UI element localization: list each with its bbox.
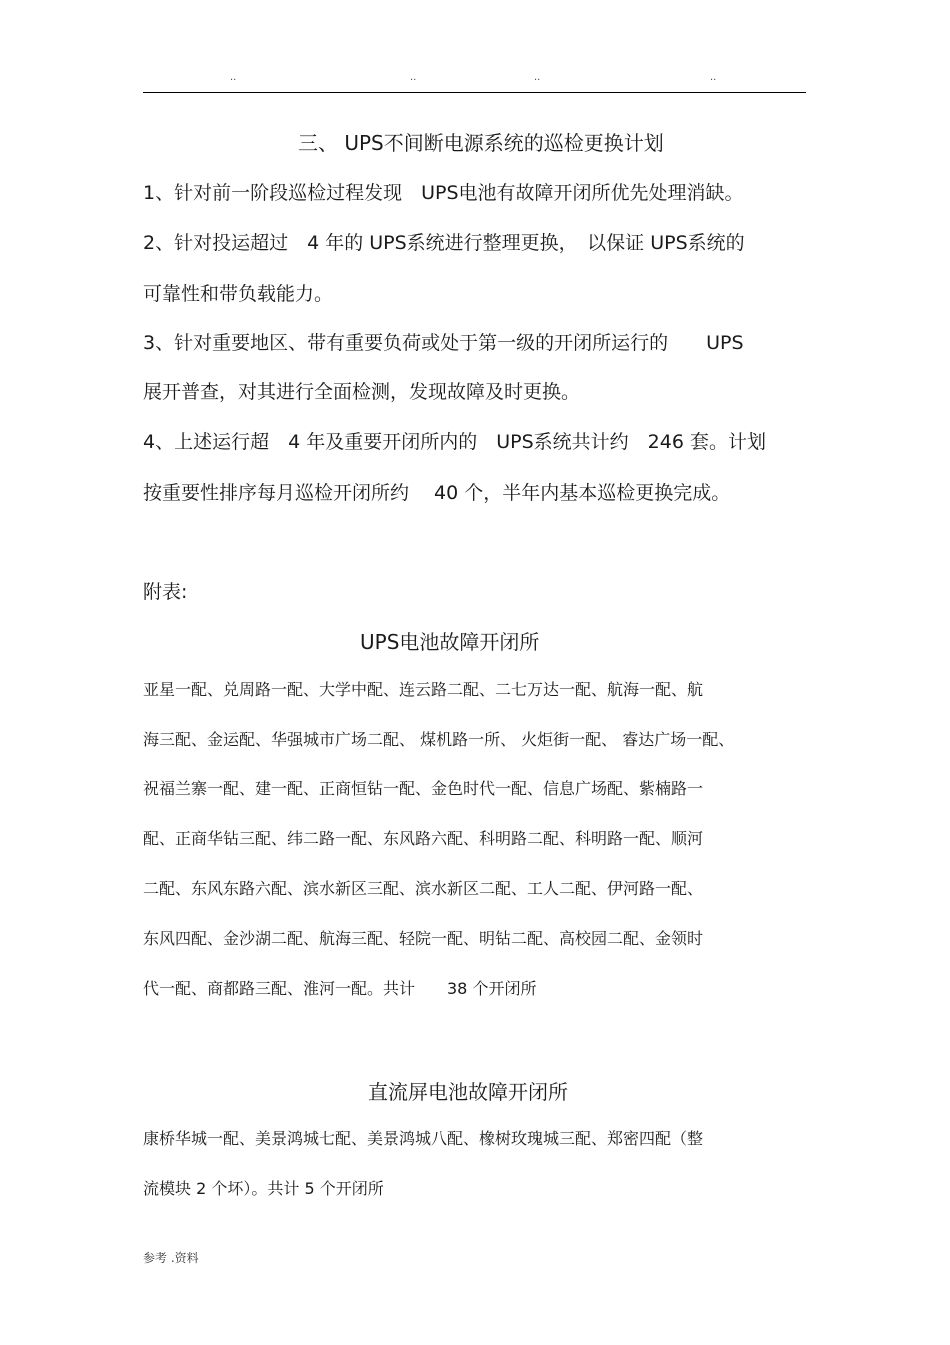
header-dot-2: .. [410, 72, 417, 83]
paragraph-4-line-2: 按重要性排序每月巡检开闭所约 40 个，半年内基本巡检更换完成。 [143, 482, 731, 504]
header-dot-4: .. [710, 72, 717, 83]
table1-line: 东风四配、金沙湖二配、航海三配、轻院一配、明钻二配、高校园二配、金领时 [143, 929, 704, 948]
header-dot-1: .. [230, 72, 237, 83]
header-dot-3: .. [534, 72, 541, 83]
table2-line: 流模块 2 个坏）。共计 5 个开闭所 [143, 1179, 384, 1198]
paragraph-1: 1、针对前一阶段巡检过程发现 UPS电池有故障开闭所优先处理消缺。 [143, 182, 744, 204]
paragraph-3-line-2: 展开普查，对其进行全面检测，发现故障及时更换。 [143, 381, 581, 403]
table1-line: 配、正商华钻三配、纬二路一配、东风路六配、科明路二配、科明路一配、顺河 [143, 829, 704, 848]
section-title: 三、 UPS不间断电源系统的巡检更换计划 [298, 131, 664, 155]
paragraph-2-line-2: 可靠性和带负载能力。 [143, 283, 334, 305]
table1-line: 亚星一配、兑周路一配、大学中配、连云路二配、二七万达一配、航海一配、航 [143, 680, 704, 699]
page-footer: 参考 .资料 [143, 1251, 199, 1265]
paragraph-2-line-1: 2、针对投运超过 4 年的 UPS系统进行整理更换， 以保证 UPS系统的 [143, 232, 745, 254]
paragraph-4-line-1: 4、上述运行超 4 年及重要开闭所内的 UPS系统共计约 246 套。计划 [143, 431, 766, 453]
table2-title: 直流屏电池故障开闭所 [368, 1080, 568, 1104]
table1-title: UPS电池故障开闭所 [360, 630, 540, 654]
page-header [143, 72, 806, 93]
table2-line: 康桥华城一配、美景鸿城七配、美景鸿城八配、橡树玫瑰城三配、郑密四配（整 [143, 1129, 704, 1148]
table1-line: 二配、东风东路六配、滨水新区三配、滨水新区二配、工人二配、伊河路一配、 [143, 879, 704, 898]
paragraph-3-line-1: 3、针对重要地区、带有重要负荷或处于第一级的开闭所运行的 UPS [143, 332, 744, 354]
appendix-label: 附表: [143, 581, 188, 603]
table1-line: 祝福兰寨一配、建一配、正商恒钻一配、金色时代一配、信息广场配、紫楠路一 [143, 779, 704, 798]
table1-line: 海三配、金运配、华强城市广场二配、 煤机路一所、 火炬街一配、 睿达广场一配、 [143, 730, 735, 749]
table1-line: 代一配、商都路三配、淮河一配。共计 38 个开闭所 [143, 979, 537, 998]
